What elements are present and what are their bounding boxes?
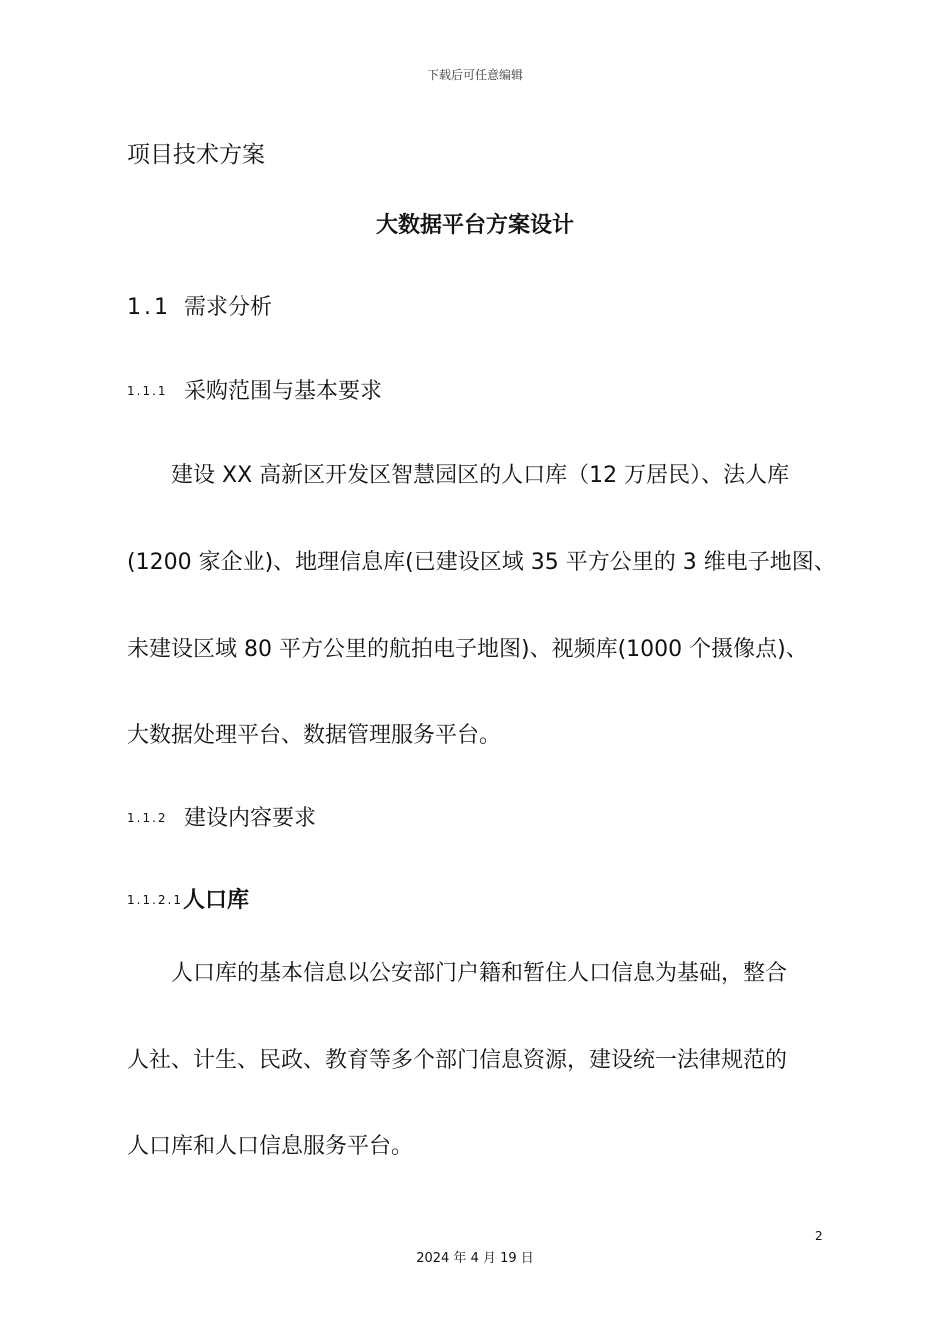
paragraph-line: 未建设区域 80 平方公里的航拍电子地图)、视频库(1000 个摄像点)、 xyxy=(127,637,808,662)
paragraph-line: 大数据处理平台、数据管理服务平台。 xyxy=(127,723,502,748)
section-heading-1-1-1 xyxy=(127,374,382,405)
footer-date: 2024 年 4 月 19 日 xyxy=(416,1251,534,1266)
paragraph-line: 人口库和人口信息服务平台。 xyxy=(127,1134,414,1159)
header-note: 下载后可任意编辑 xyxy=(426,68,523,82)
page-number: 2 xyxy=(815,1229,823,1243)
section-title: 建设内容要求 xyxy=(184,806,317,831)
section-heading-1-1 xyxy=(127,290,272,321)
section-heading-1-1-2 xyxy=(127,801,316,832)
section-number: 1.1.2 xyxy=(127,811,168,825)
section-number: 1.1 xyxy=(127,295,171,320)
document-title: 大数据平台方案设计 xyxy=(375,213,574,238)
section-title: 人口库 xyxy=(182,888,249,913)
paragraph-line: (1200 家企业)、地理信息库(已建设区域 35 平方公里的 3 维电子地图、 xyxy=(127,550,836,575)
section-number: 1.1.2.1 xyxy=(127,893,183,907)
section-title: 采购范围与基本要求 xyxy=(184,379,383,404)
section-title: 需求分析 xyxy=(184,295,273,320)
document-label: 项目技术方案 xyxy=(127,142,265,168)
paragraph-line: 人社、计生、民政、教育等多个部门信息资源，建设统一法律规范的 xyxy=(127,1048,788,1073)
paragraph-line: 人口库的基本信息以公安部门户籍和暂住人口信息为基础，整合 xyxy=(127,961,788,986)
section-number: 1.1.1 xyxy=(127,384,168,398)
paragraph-line: 建设 XX 高新区开发区智慧园区的人口库（12 万居民）、法人库 xyxy=(127,463,790,488)
section-heading-1-1-2-1 xyxy=(127,883,249,914)
